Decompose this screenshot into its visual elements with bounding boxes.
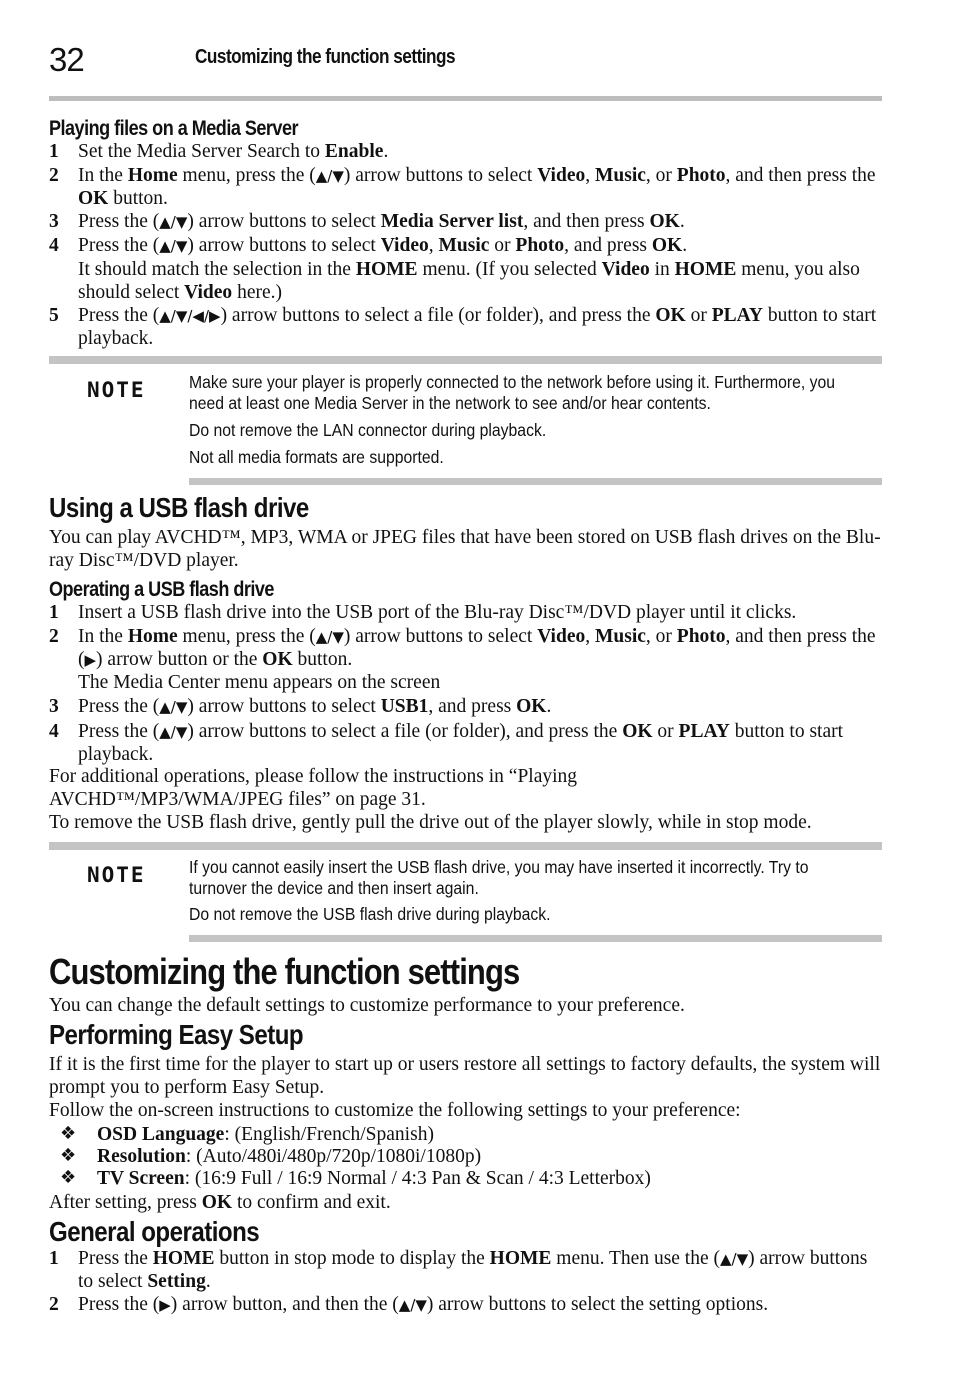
arrow-buttons-icon: ▶ xyxy=(84,650,97,669)
note1-line-1: Make sure your player is properly connected to the network before using it. Furthermore, you xyxy=(189,372,836,392)
arrow-buttons-icon: ▲/▼ xyxy=(159,213,188,231)
usb-remove: To remove the USB flash drive, gently pull the drive out of the player slowly, while in stop mode. xyxy=(49,812,812,833)
easy-setup-para-2: Follow the on-screen instructions to customize the following settings to your preference: xyxy=(49,1100,741,1121)
step-number: 1 xyxy=(49,141,59,162)
usb-heading: Using a USB flash drive xyxy=(49,492,309,523)
step-number: 3 xyxy=(49,211,59,232)
step-text: Press the (▲/▼) arrow buttons to select a file (or folder), and press the OK or PLAY button to start playback. xyxy=(78,721,844,765)
page-number: 32 xyxy=(49,41,84,78)
note2-bottom-bar xyxy=(189,935,882,942)
usb-additional: For additional operations, please follow the instructions in “Playing AVCHD™/MP3/WMA/JPEG files” on page 31. xyxy=(49,766,578,810)
arrow-buttons-icon: ▲/▼ xyxy=(315,167,344,185)
step-text: Press the (▲/▼) arrow buttons to select USB1, and press OK. xyxy=(78,696,552,717)
step-number: 3 xyxy=(49,696,59,717)
note2-top-bar xyxy=(49,842,882,850)
arrow-buttons-icon: ▲/▼/◀/▶ xyxy=(159,307,221,325)
step-text: Press the HOME button in stop mode to display the HOME menu. Then use the (▲/▼) arrow buttons to select Setting. xyxy=(78,1248,868,1292)
note1-line-3: Do not remove the LAN connector during playback. xyxy=(189,420,547,440)
easy-setup-para-1: If it is the first time for the player to start up or users restore all settings to factory defaults, the system will prompt you to perform Easy Setup. xyxy=(49,1054,881,1098)
step-text: Press the (▲/▼) arrow buttons to select Video, Music or Photo, and press OK. xyxy=(78,235,688,256)
arrow-buttons-icon: ▲/▼ xyxy=(720,1250,749,1268)
note1-top-bar xyxy=(49,356,882,364)
media-step-4-note xyxy=(49,259,884,304)
arrow-buttons-icon: ▲/▼ xyxy=(159,723,188,741)
step-text: Set the Media Server Search to Enable. xyxy=(78,141,389,162)
step-text: It should match the selection in the HOME menu. (If you selected Video in HOME menu, you also should select Video here.) xyxy=(78,259,860,303)
easy-setup-after: After setting, press OK to confirm and exit. xyxy=(49,1192,391,1213)
usb-intro: You can play AVCHD™, MP3, WMA or JPEG files that have been stored on USB flash drives on the Blu-ray Disc™/DVD player. xyxy=(49,527,881,571)
running-header: Customizing the function settings xyxy=(195,46,456,68)
header-rule xyxy=(49,96,882,101)
arrow-buttons-icon: ▲/▼ xyxy=(159,237,188,255)
manual-page: 32 Customizing the function settings Playing files on a Media Server 1 Set the Media Server Search to Enable. 2 In the Home menu, press the (▲/▼) arrow buttons to select Video, Music, or Photo, and then press the OK button. 3 Press the (▲/▼) arrow buttons to select Media Server list, and then press OK. 4 Press the (▲/▼) arrow buttons to select Video, Music or Photo, and press OK. It should match the selection in the HOME menu. (If you selected Video in HOME menu, you also should select Video here.) 5 Press the (▲/▼/◀/▶) arrow buttons to select a file (or folder), and press the OK or PLAY button to start playback. NOTE Make sure your player is properly connected to the network before using it. Furthermore, you need at least one Media Server in the network to see and/or hear contents. Do not remove the LAN connector during playback. Not all media formats are supported. Using a USB flash drive You can play AVCHD™, MP3, WMA or JPEG files that have been stored on USB flash drives on the Blu-ray Disc™/DVD player. Operating a USB flash drive 1 Insert a USB flash drive into the USB port of the Blu-ray Disc™/DVD player until it clicks. 2 In the Home menu, press the (▲/▼) arrow buttons to select Video, Music, or Photo, and then press the (▶) arrow button or the OK button. The Media Center menu appears on the screen 3 Press the (▲/▼) arrow buttons to select USB1, and press OK. 4 Press the (▲/▼) arrow buttons to select a file (or folder), and press the OK or PLAY button to start playback. For additional operations, please follow the instructions in “Playing AVCHD™/MP3/WMA/JPEG files” on page 31. To remove the USB flash drive, gently pull the drive out of the player slowly, while in stop mode. NOTE If you cannot easily insert the USB flash drive, you may have inserted it incorrectly. Try to turnover the device and then insert again. Do not remove the USB flash drive during playback. Customizing the function settings You can change the default settings to customize performance to your preference. Performing Easy Setup If it is the first time for the player to start up or users restore all settings to factory defaults, the system will prompt you to perform Easy Setup. Follow the on-screen instructions to customize the following settings to your preference: ❖ OSD Language: (English/French/Spanish) ❖ Resolution: (Auto/480i/480p/720p/1080i/1080p) ❖ TV Screen: (16:9 Full / 16:9 Normal / 4:3 Pan & Scan / 4:3 Letterbox) After setting, press OK to confirm and exit. General operations 1 Press the HOME button in stop mode to display the HOME menu. Then use the (▲/▼) arrow buttons to select Setting. 2 Press the (▶) arrow button, and then the (▲/▼) arrow buttons to select the setting options. xyxy=(0,0,954,1391)
usb-step-3 xyxy=(49,696,884,719)
step-text: In the Home menu, press the (▲/▼) arrow buttons to select Video, Music, or Photo, and then press the (▶) arrow button or the OK button. xyxy=(78,626,876,670)
step-text: Press the (▶) arrow button, and then the (▲/▼) arrow buttons to select the setting options. xyxy=(78,1294,769,1315)
note1-line-2: need at least one Media Server in the network to see and/or hear contents. xyxy=(189,393,711,413)
note1-label: NOTE xyxy=(87,378,146,402)
diamond-bullet-icon: ❖ xyxy=(60,1167,77,1188)
step-number: 2 xyxy=(49,1294,59,1315)
step-number: 5 xyxy=(49,305,59,326)
usb-operating-heading: Operating a USB flash drive xyxy=(49,578,274,601)
step-text: The Media Center menu appears on the screen xyxy=(78,672,441,693)
media-step-4 xyxy=(49,235,884,258)
media-step-5 xyxy=(49,305,884,350)
usb-step-2-note xyxy=(49,672,884,695)
customizing-intro: You can change the default settings to customize performance to your preference. xyxy=(49,995,685,1016)
arrow-buttons-icon: ▲/▼ xyxy=(159,698,188,716)
arrow-buttons-icon: ▲/▼ xyxy=(315,628,344,646)
note2-line-2: turnover the device and then insert again. xyxy=(189,878,479,898)
note1-line-4: Not all media formats are supported. xyxy=(189,447,444,467)
diamond-bullet-icon: ❖ xyxy=(60,1123,77,1144)
arrow-buttons-icon: ▶ xyxy=(159,1296,171,1314)
step-text: Insert a USB flash drive into the USB port of the Blu-ray Disc™/DVD player until it clicks. xyxy=(78,602,797,623)
general-step-1 xyxy=(49,1248,884,1293)
step-number: 2 xyxy=(49,165,59,186)
note2-label: NOTE xyxy=(87,863,146,887)
media-server-heading: Playing files on a Media Server xyxy=(49,117,298,140)
step-number: 1 xyxy=(49,602,59,623)
usb-step-4 xyxy=(49,721,884,766)
arrow-buttons-icon: ▲/▼ xyxy=(398,1296,427,1314)
step-number: 1 xyxy=(49,1248,59,1269)
step-text: Press the (▲/▼/◀/▶) arrow buttons to select a file (or folder), and press the OK or PLAY button to start playback. xyxy=(78,305,877,349)
step-number: 4 xyxy=(49,721,59,742)
general-step-2 xyxy=(49,1294,884,1317)
media-step-1 xyxy=(49,141,884,164)
diamond-bullet-icon: ❖ xyxy=(60,1145,77,1166)
general-ops-heading: General operations xyxy=(49,1216,260,1247)
step-text: Press the (▲/▼) arrow buttons to select Media Server list, and then press OK. xyxy=(78,211,685,232)
media-step-2 xyxy=(49,165,884,210)
media-step-3 xyxy=(49,211,884,234)
step-text: In the Home menu, press the (▲/▼) arrow buttons to select Video, Music, or Photo, and then press the OK button. xyxy=(78,165,876,209)
usb-step-1 xyxy=(49,602,884,625)
usb-step-2 xyxy=(49,626,884,671)
note2-line-1: If you cannot easily insert the USB flash drive, you may have inserted it incorrectly. Try to xyxy=(189,857,809,877)
customizing-heading: Customizing the function settings xyxy=(49,951,520,992)
step-number: 4 xyxy=(49,235,59,256)
note1-bottom-bar xyxy=(189,478,882,485)
note2-line-3: Do not remove the USB flash drive during playback. xyxy=(189,904,551,924)
easy-setup-heading: Performing Easy Setup xyxy=(49,1019,304,1050)
step-number: 2 xyxy=(49,626,59,647)
